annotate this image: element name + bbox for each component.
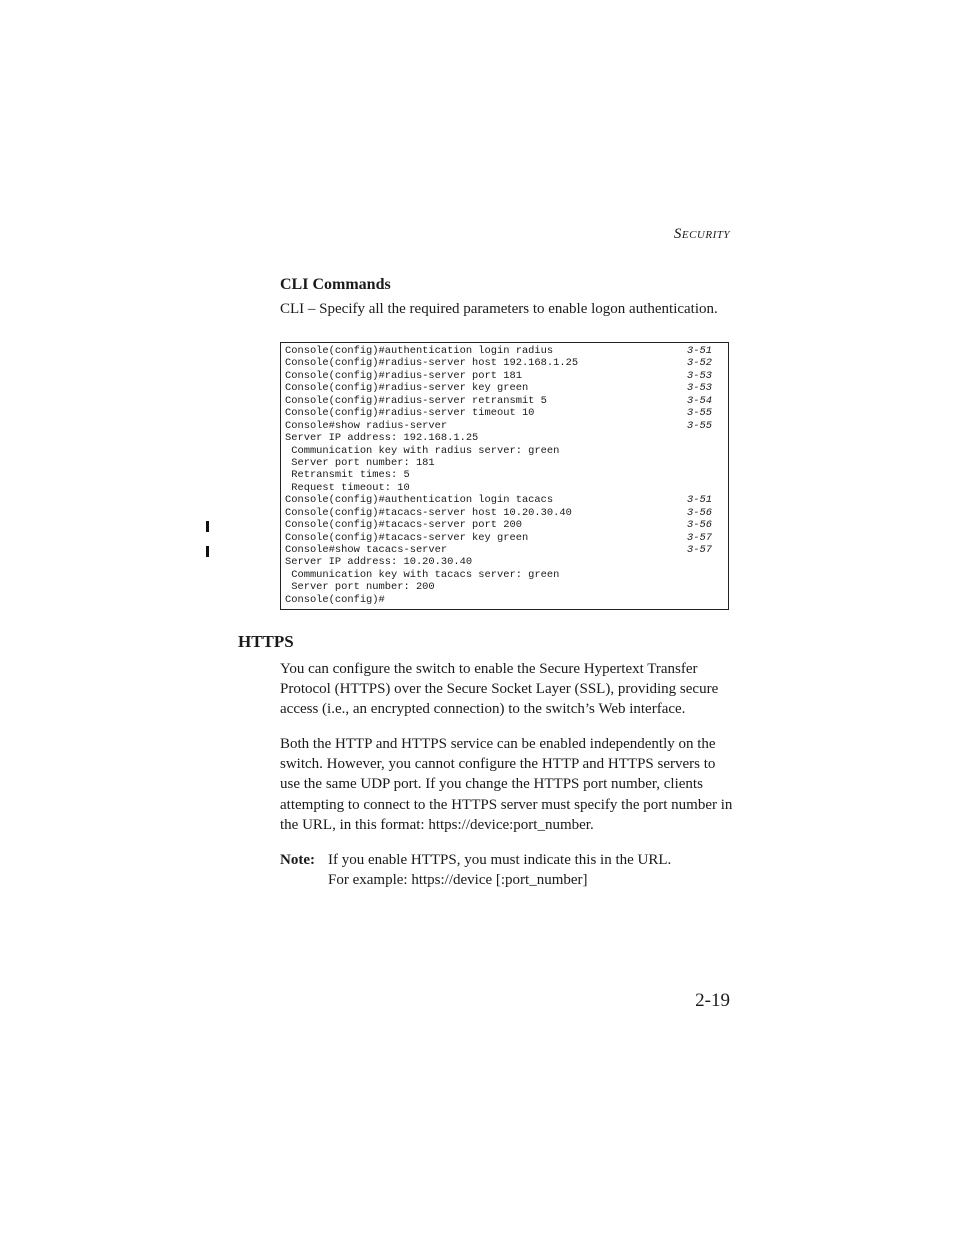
code-box bbox=[280, 342, 729, 610]
code-line bbox=[285, 544, 724, 556]
code-command: Console(config)#radius-server retransmit 5 bbox=[285, 394, 547, 407]
cli-commands-heading: CLI Commands bbox=[280, 276, 391, 293]
code-page-ref: 3-52 bbox=[687, 357, 712, 370]
code-command: Console(config)#radius-server timeout 10 bbox=[285, 407, 535, 420]
code-command: Console(config)#radius-server port 181 bbox=[285, 369, 522, 382]
note-line-2: For example: https://device [:port_number] bbox=[328, 872, 588, 889]
code-command: Communication key with tacacs server: green bbox=[285, 568, 560, 581]
code-page-ref: 3-54 bbox=[687, 394, 712, 407]
code-command: Console(config)#authentication login radius bbox=[285, 345, 554, 357]
code-command: Request timeout: 10 bbox=[285, 481, 410, 494]
code-page-ref: 3-55 bbox=[687, 419, 712, 432]
code-page-ref: 3-56 bbox=[687, 519, 712, 532]
code-command: Console#show tacacs-server bbox=[285, 544, 448, 556]
change-bar bbox=[206, 546, 209, 557]
code-page-ref: 3-57 bbox=[687, 544, 712, 556]
code-page-ref: 3-57 bbox=[687, 531, 712, 544]
code-line bbox=[285, 594, 724, 606]
code-command: Console(config)#radius-server key green bbox=[285, 382, 529, 395]
code-line bbox=[285, 382, 724, 394]
code-line bbox=[285, 357, 724, 369]
code-line bbox=[285, 345, 724, 357]
code-line bbox=[285, 569, 724, 581]
code-line bbox=[285, 395, 724, 407]
code-line bbox=[285, 432, 724, 444]
code-command: Console#show radius-server bbox=[285, 419, 448, 432]
page-number: 2-19 bbox=[695, 990, 730, 1011]
code-command: Communication key with radius server: green bbox=[285, 444, 560, 457]
code-line bbox=[285, 494, 724, 506]
code-command: Retransmit times: 5 bbox=[285, 469, 410, 482]
code-line bbox=[285, 507, 724, 519]
code-line bbox=[285, 445, 724, 457]
code-line bbox=[285, 420, 724, 432]
code-command: Console(config)#tacacs-server port 200 bbox=[285, 519, 522, 532]
https-paragraph-1: You can configure the switch to enable the Secure Hypertext Transfer Protocol (HTTPS) over the Secure Socket Layer (SSL), providing secure access (i.e., an encrypted connection) to the switch’s Web interface. bbox=[280, 661, 719, 718]
note-text bbox=[328, 850, 728, 890]
note-label: Note: bbox=[280, 852, 315, 868]
change-bar bbox=[206, 521, 209, 532]
https-heading: HTTPS bbox=[238, 632, 294, 651]
code-command: Server IP address: 10.20.30.40 bbox=[285, 556, 473, 569]
code-page-ref: 3-55 bbox=[687, 407, 712, 420]
https-paragraph-2: Both the HTTP and HTTPS service can be enabled independently on the switch. However, you cannot configure the HTTP and HTTPS servers to use the same UDP port. If you change the HTTPS port number, clients attempting to connect to the HTTPS server must specify the port number in the URL, in this format: https://device:port_number. bbox=[280, 736, 733, 833]
code-command: Server port number: 181 bbox=[285, 456, 435, 469]
code-command: Console(config)#authentication login tacacs bbox=[285, 494, 554, 507]
code-command: Console(config)#radius-server host 192.168.1.25 bbox=[285, 357, 579, 370]
note-line-1: If you enable HTTPS, you must indicate this in the URL. bbox=[328, 852, 672, 868]
code-page-ref: 3-51 bbox=[687, 494, 712, 507]
code-page-ref: 3-53 bbox=[687, 382, 712, 395]
code-command: Server port number: 200 bbox=[285, 581, 435, 594]
code-line bbox=[285, 519, 724, 531]
code-line bbox=[285, 581, 724, 593]
code-command: Server IP address: 192.168.1.25 bbox=[285, 432, 479, 445]
code-line bbox=[285, 556, 724, 568]
code-line bbox=[285, 370, 724, 382]
cli-intro-text: CLI – Specify all the required parameters to enable logon authentication. bbox=[280, 301, 718, 317]
code-command: Console(config)# bbox=[285, 593, 385, 606]
code-command: Console(config)#tacacs-server host 10.20.30.40 bbox=[285, 506, 572, 519]
code-line bbox=[285, 407, 724, 419]
code-command: Console(config)#tacacs-server key green bbox=[285, 531, 529, 544]
code-page-ref: 3-56 bbox=[687, 506, 712, 519]
code-page-ref: 3-51 bbox=[687, 345, 712, 357]
code-line bbox=[285, 532, 724, 544]
code-line bbox=[285, 469, 724, 481]
running-head: Security bbox=[673, 226, 730, 242]
code-line bbox=[285, 457, 724, 469]
code-page-ref: 3-53 bbox=[687, 369, 712, 382]
code-line bbox=[285, 482, 724, 494]
